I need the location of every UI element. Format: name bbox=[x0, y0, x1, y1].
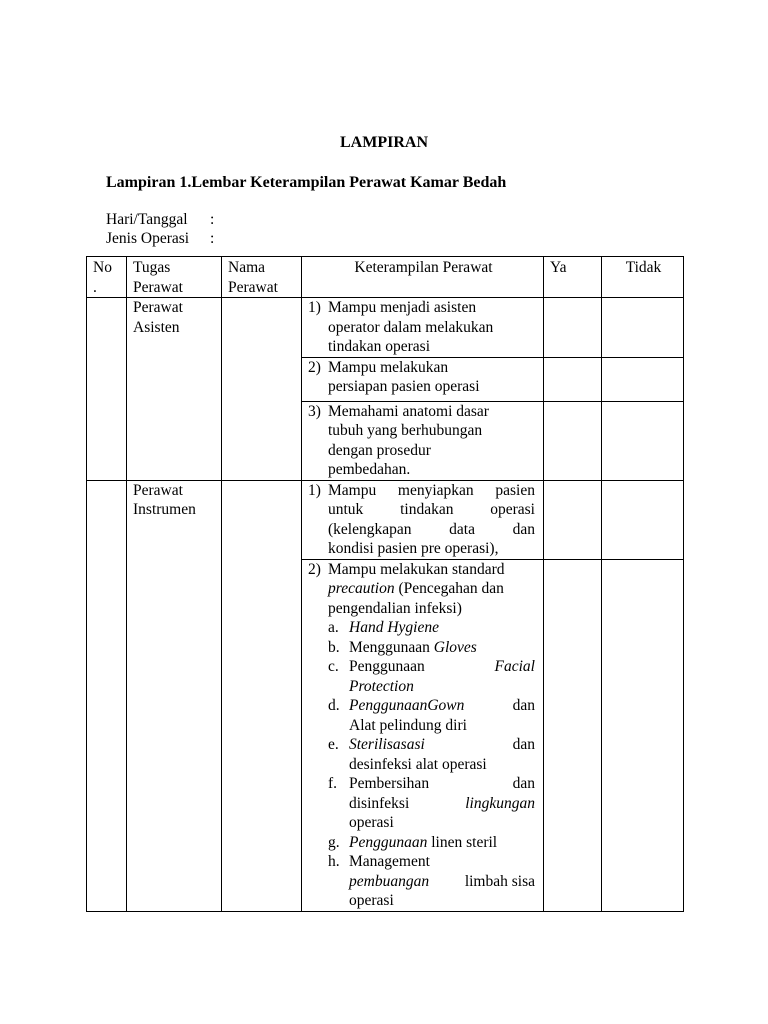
skill-number: 1) bbox=[308, 299, 321, 316]
role-line: Perawat bbox=[133, 299, 183, 316]
skill-line: operator dalam melakukan bbox=[328, 318, 494, 336]
header-nama bbox=[222, 257, 302, 298]
skill-line: operasi bbox=[349, 892, 394, 909]
header-nama-line: Nama bbox=[228, 259, 266, 276]
sub-marker: c. bbox=[328, 658, 339, 675]
skill-cell bbox=[302, 298, 544, 358]
cell-nama bbox=[222, 480, 302, 911]
cell-tidak[interactable] bbox=[602, 401, 684, 480]
sub-item-a bbox=[328, 618, 535, 638]
word: dan bbox=[512, 520, 535, 538]
italic-term: lingkungan bbox=[465, 794, 535, 812]
word: Penggunaan bbox=[349, 658, 425, 675]
cell-ya[interactable] bbox=[544, 480, 602, 559]
role-line: Perawat bbox=[133, 481, 183, 499]
header-tugas-line: Tugas bbox=[133, 259, 171, 276]
italic-term: Sterilisasasi bbox=[349, 736, 425, 753]
sub-item-b bbox=[328, 638, 535, 658]
header-tugas bbox=[127, 257, 222, 298]
cell-no bbox=[87, 480, 127, 911]
sub-item-g bbox=[328, 833, 535, 853]
table-row bbox=[87, 298, 684, 358]
word: disinfeksi bbox=[349, 794, 410, 812]
meta-hari-tanggal bbox=[106, 210, 214, 230]
italic-term: Facial bbox=[494, 658, 535, 675]
header-keterampilan: Keterampilan Perawat bbox=[302, 257, 544, 298]
word: linen steril bbox=[427, 833, 498, 851]
word: Mampu bbox=[328, 481, 377, 499]
skill-line: persiapan pasien operasi bbox=[328, 378, 480, 395]
cell-ya[interactable] bbox=[544, 401, 602, 480]
sub-item-e bbox=[328, 735, 535, 774]
italic-term: precaution bbox=[328, 580, 395, 597]
skill-line: Mampu melakukan standard bbox=[328, 560, 505, 578]
role-line: Asisten bbox=[133, 318, 180, 336]
table-header-row bbox=[87, 257, 684, 298]
skill-line: Management bbox=[349, 853, 430, 870]
skill-number: 2) bbox=[308, 560, 321, 578]
cell-nama bbox=[222, 298, 302, 481]
skill-line: pengendalian infeksi) bbox=[328, 599, 462, 617]
sub-marker: a. bbox=[328, 619, 339, 636]
header-no-line: No bbox=[93, 259, 112, 276]
header-ya: Ya bbox=[544, 257, 602, 298]
role-line: Instrumen bbox=[133, 501, 196, 518]
sub-marker: f. bbox=[328, 775, 338, 792]
skill-cell bbox=[302, 401, 544, 480]
header-tidak: Tidak bbox=[602, 257, 684, 298]
skill-line bbox=[328, 481, 535, 501]
word: Pembersihan bbox=[349, 775, 430, 792]
skill-line: tindakan operasi bbox=[328, 338, 431, 355]
cell-tidak[interactable] bbox=[602, 559, 684, 911]
sub-item-f bbox=[328, 774, 535, 833]
sub-marker: d. bbox=[328, 697, 340, 714]
skill-line: pembedahan. bbox=[328, 461, 411, 478]
skill-number: 2) bbox=[308, 358, 321, 376]
word: operasi bbox=[490, 501, 535, 518]
skill-line bbox=[328, 579, 535, 599]
skill-line: dengan prosedur bbox=[328, 441, 431, 459]
skill-line bbox=[328, 500, 535, 520]
skill-cell bbox=[302, 480, 544, 559]
word: limbah sisa bbox=[464, 872, 535, 890]
word: (Pencegahan dan bbox=[394, 580, 504, 597]
skill-line bbox=[328, 520, 535, 540]
word: dan bbox=[512, 775, 535, 792]
cell-role-asisten bbox=[127, 298, 222, 481]
header-nama-line: Perawat bbox=[228, 278, 278, 296]
meta-jenis-operasi bbox=[106, 229, 214, 249]
cell-tidak[interactable] bbox=[602, 357, 684, 401]
cell-no bbox=[87, 298, 127, 481]
sub-marker: h. bbox=[328, 853, 340, 870]
cell-ya[interactable] bbox=[544, 357, 602, 401]
cell-tidak[interactable] bbox=[602, 480, 684, 559]
word: Menggunaan bbox=[349, 638, 434, 656]
skill-cell bbox=[302, 357, 544, 401]
skill-number: 3) bbox=[308, 402, 321, 420]
header-no-line: . bbox=[93, 278, 97, 296]
skill-line: Mampu melakukan bbox=[328, 358, 449, 376]
skill-line: Memahami anatomi dasar bbox=[328, 402, 489, 420]
sub-marker: g. bbox=[328, 833, 340, 851]
word: menyiapkan bbox=[397, 481, 474, 499]
skill-line: desinfeksi alat operasi bbox=[349, 755, 487, 773]
italic-term: Gloves bbox=[433, 638, 477, 656]
italic-term: Protection bbox=[349, 677, 414, 695]
sub-item-h bbox=[328, 852, 535, 911]
skill-line: Alat pelindung diri bbox=[349, 716, 467, 734]
meta-separator: : bbox=[210, 230, 215, 247]
skill-line: kondisi pasien pre operasi), bbox=[328, 540, 499, 557]
word: untuk bbox=[328, 501, 364, 518]
cell-ya[interactable] bbox=[544, 559, 602, 911]
word: dan bbox=[512, 736, 535, 753]
cell-tidak[interactable] bbox=[602, 298, 684, 358]
cell-role-instrumen bbox=[127, 480, 222, 911]
word: (kelengkapan bbox=[328, 520, 412, 538]
word: dan bbox=[512, 697, 535, 714]
skill-line: tubuh yang berhubungan bbox=[328, 422, 483, 439]
skill-number: 1) bbox=[308, 481, 321, 499]
skill-line: operasi bbox=[349, 814, 394, 831]
meta-label: Jenis Operasi bbox=[106, 230, 190, 247]
document-subtitle: Lampiran 1.Lembar Keterampilan Perawat Kamar Bedah bbox=[106, 174, 507, 191]
word: pasien bbox=[495, 481, 535, 499]
skill-line: Mampu menjadi asisten bbox=[328, 299, 477, 316]
italic-term: Hand Hygiene bbox=[349, 619, 439, 636]
italic-term: Penggunaan bbox=[349, 833, 428, 851]
sub-item-c bbox=[328, 657, 535, 696]
sub-marker: b. bbox=[328, 638, 340, 656]
sub-item-d bbox=[328, 696, 535, 735]
italic-term: PenggunaanGown bbox=[349, 697, 465, 714]
page-title: LAMPIRAN bbox=[340, 134, 428, 151]
meta-separator: : bbox=[210, 211, 215, 228]
header-tugas-line: Perawat bbox=[133, 278, 183, 296]
skill-cell bbox=[302, 559, 544, 911]
sub-marker: e. bbox=[328, 736, 339, 753]
meta-label: Hari/Tanggal bbox=[106, 211, 188, 228]
table-row bbox=[87, 480, 684, 559]
word: tindakan bbox=[400, 501, 454, 518]
cell-ya[interactable] bbox=[544, 298, 602, 358]
word: data bbox=[449, 520, 475, 538]
italic-term: pembuangan bbox=[349, 872, 430, 890]
skills-table bbox=[86, 256, 684, 912]
header-no bbox=[87, 257, 127, 298]
